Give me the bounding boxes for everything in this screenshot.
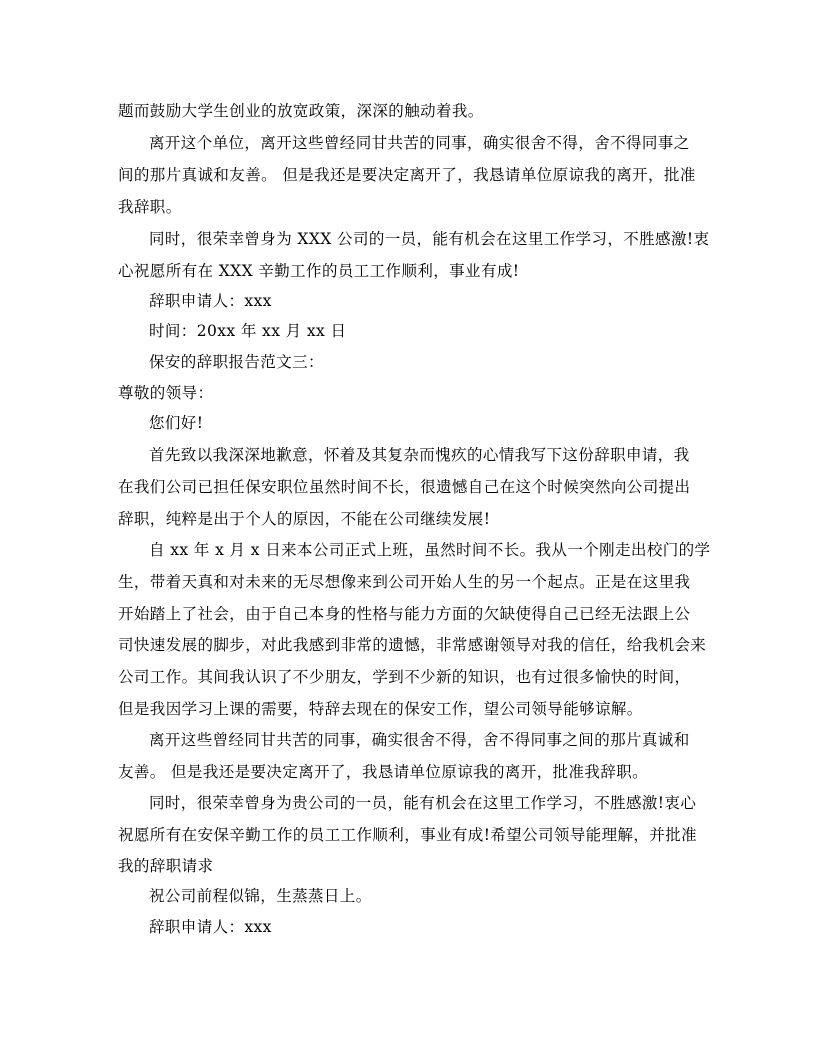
text-line: 辞职申请人：xxx <box>149 292 272 310</box>
text-line: 但是我因学习上课的需要，特辞去现在的保安工作，望公司领导能够谅解。 <box>118 700 643 718</box>
text-line: 保安的辞职报告范文三： <box>149 353 324 371</box>
text-line: 在我们公司已担任保安职位虽然时间不长，很遗憾自己在这个时候突然向公司提出 <box>118 478 691 496</box>
text-line: 离开这个单位，离开这些曾经同甘共苦的同事，确实很舍不得，舍不得同事之 <box>149 134 690 152</box>
text-line: 公司工作。其间我认识了不少朋友，学到不少新的知识，也有过很多愉快的时间， <box>118 668 691 686</box>
text-line: 自 xx 年 x 月 x 日来本公司正式上班，虽然时间不长。我从一个刚走出校门的学 <box>149 541 711 559</box>
text-line: 时间：20xx 年 xx 月 xx 日 <box>149 322 347 340</box>
text-line: 题而鼓励大学生创业的放宽政策，深深的触动着我。 <box>118 102 484 120</box>
text-line: 离开这些曾经同甘共苦的同事，确实很舍不得，舍不得同事之间的那片真诚和 <box>149 731 690 749</box>
text-line: 您们好! <box>149 414 204 432</box>
text-line: 司快速发展的脚步，对此我感到非常的遗憾，非常感谢领导对我的信任，给我机会来 <box>118 636 707 654</box>
text-line: 我辞职。 <box>118 198 182 216</box>
text-line: 祝公司前程似锦，生蒸蒸日上。 <box>149 887 372 905</box>
text-line: 开始踏上了社会，由于自己本身的性格与能力方面的欠缺使得自己已经无法跟上公 <box>118 605 691 623</box>
text-line: 同时，很荣幸曾身为贵公司的一员，能有机会在这里工作学习，不胜感激!衷心 <box>149 794 697 812</box>
text-line: 间的那片真诚和友善。 但是我还是要决定离开了，我恳请单位原谅我的离开，批准 <box>118 166 696 184</box>
text-line: 友善。 但是我还是要决定离开了，我恳请单位原谅我的离开，批准我辞职。 <box>118 763 649 781</box>
text-line: 心祝愿所有在 XXX 辛勤工作的员工工作顺利，事业有成! <box>118 262 520 280</box>
text-line: 辞职申请人：xxx <box>149 918 272 936</box>
text-line: 尊敬的领导： <box>118 384 214 402</box>
text-line: 同时，很荣幸曾身为 XXX 公司的一员，能有机会在这里工作学习，不胜感激!衷 <box>149 230 710 248</box>
text-line: 辞职，纯粹是出于个人的原因，不能在公司继续发展! <box>118 510 491 528</box>
text-line: 我的辞职请求 <box>118 857 214 875</box>
text-line: 生，带着天真和对未来的无尽想像来到公司开始人生的另一个起点。正是在这里我 <box>118 573 691 591</box>
text-line: 首先致以我深深地歉意，怀着及其复杂而愧疚的心情我写下这份辞职申请，我 <box>149 446 690 464</box>
text-line: 祝愿所有在安保辛勤工作的员工工作顺利，事业有成!希望公司领导能理解，并批准 <box>118 826 698 844</box>
